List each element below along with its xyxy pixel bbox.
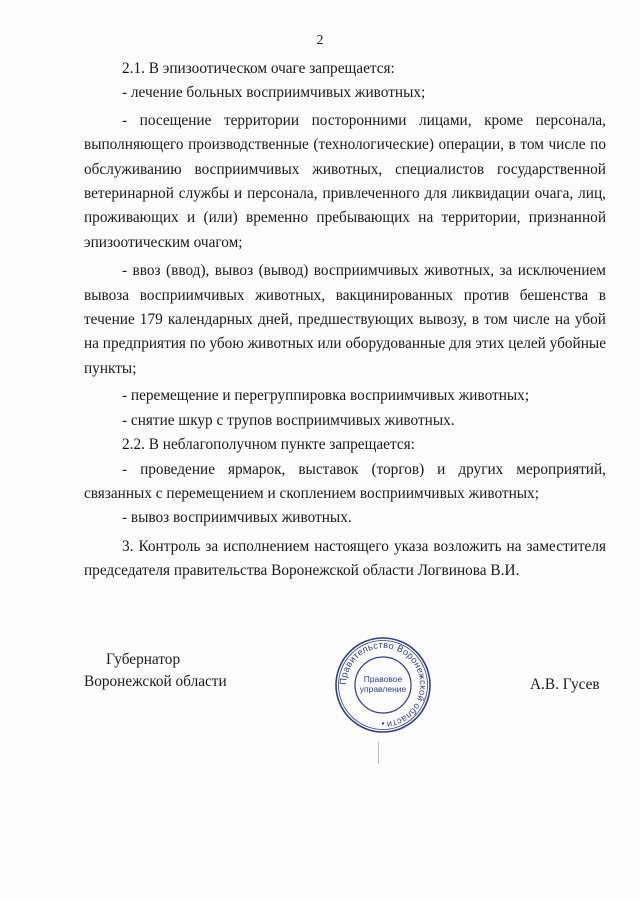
section-2-1-heading: 2.1. В эпизоотическом очаге запрещается: (122, 60, 395, 77)
text-line: 3. Контроль за исполнением настоящего указа возложить на заместителя (122, 537, 606, 555)
section-2-1-item-5: - снятие шкур с трупов восприимчивых животных. (122, 411, 455, 429)
text-line: председателя правительства Воронежской области Логвинова В.И. (84, 562, 520, 580)
text-line: пункты; (84, 359, 137, 377)
text-line: обслуживанию восприимчивых животных, специалистов государственной (84, 160, 606, 178)
signer-role-line-1: Губернатор (106, 651, 181, 668)
section-2-1-item-4: - перемещение и перегруппировка восприимчивых животных; (122, 387, 530, 405)
text-line: эпизоотическим очагом; (84, 233, 243, 251)
section-2-2-heading: 2.2. В неблагополучном пункте запрещается: (122, 436, 415, 454)
official-stamp (333, 635, 433, 735)
signature-block (84, 649, 284, 693)
section-2-1-item-2 (84, 109, 606, 255)
stamp-star-icon (382, 722, 384, 724)
signer-name: А.В. Гусев (530, 676, 600, 693)
section-2-1-item-1: - лечение больных восприимчивых животных; (122, 84, 426, 102)
text-line: течение 179 календарных дней, предшествующих вывозу, в том числе на убой (84, 311, 606, 329)
page-number: 2 (316, 33, 324, 48)
section-2-1-item-3 (84, 259, 606, 381)
stamp-ring-text: Правительство Воронежской области (337, 639, 429, 730)
document-body (84, 57, 606, 584)
text-line: связанных с перемещением и скоплением восприимчивых животных; (84, 484, 539, 502)
section-2-2-item-2: - вывоз восприимчивых животных. (122, 509, 352, 527)
stamp-ink (336, 638, 430, 732)
text-line: - ввоз (ввод), вывоз (вывод) восприимчивых животных, за исключением (122, 262, 606, 280)
text-line: выполняющего производственные (технологические) операции, в том числе по (84, 136, 606, 154)
stamp-center-line-2: управление (359, 684, 407, 694)
stamp-center-line-1: Правовое (363, 674, 403, 684)
scan-mark (378, 742, 379, 764)
text-line: на предприятия по убою животных или оборудованные для этих целей убойные (84, 335, 606, 353)
signer-role-line-2: Воронежской области (84, 673, 227, 690)
text-line: - посещение территории посторонними лицами, кроме персонала, (122, 111, 606, 129)
section-2-2-item-1 (84, 458, 606, 507)
section-3 (84, 535, 606, 584)
text-line: - проведение ярмарок, выставок (торгов) и других мероприятий, (122, 460, 606, 478)
text-line: ветеринарной службы и персонала, привлеченного для ликвидации очага, лиц, (84, 185, 606, 203)
text-line: вывоза восприимчивых животных, вакцинированных против бешенства в (84, 286, 606, 304)
text-line: проживающих и (или) временно пребывающих на территории, признанной (84, 209, 606, 227)
